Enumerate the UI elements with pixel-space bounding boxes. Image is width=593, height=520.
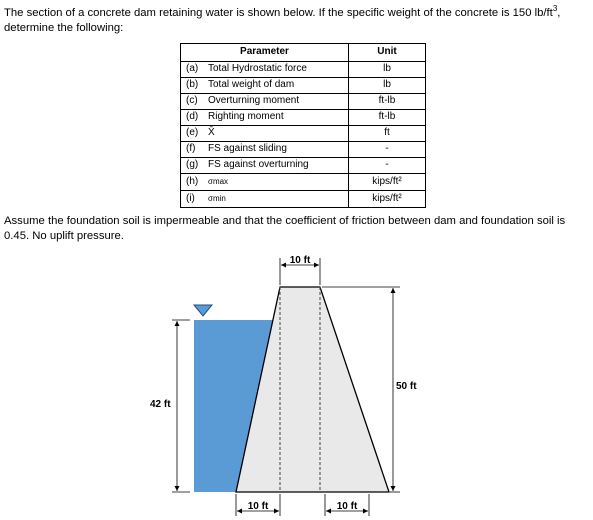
intro-line-2: determine the following: <box>4 21 124 34</box>
row-unit: ft-lb <box>349 94 426 110</box>
arrow-head-icon <box>237 509 242 514</box>
row-label: (d) <box>186 111 199 122</box>
row-label: (a) <box>186 63 199 74</box>
row-unit: - <box>349 142 426 158</box>
row-label: (f) <box>186 143 196 154</box>
base-right-label: 10 ft <box>336 501 358 512</box>
top-width-label: 10 ft <box>289 255 311 266</box>
arrow-head-icon <box>391 288 396 293</box>
row-parameter: Righting moment <box>208 111 284 122</box>
row-label: (e) <box>186 127 199 138</box>
row-unit: lb <box>349 78 426 94</box>
water-surface-icon <box>194 305 212 316</box>
row-parameter: FS against overturning <box>208 159 309 170</box>
row-label: (b) <box>186 79 199 90</box>
row-unit: - <box>349 158 426 174</box>
base-left-label: 10 ft <box>247 501 269 512</box>
arrow-head-icon <box>314 263 319 268</box>
row-parameter: Total weight of dam <box>208 79 295 90</box>
row-parameter: FS against sliding <box>208 143 287 154</box>
header-unit: Unit <box>349 44 426 62</box>
row-label: (i) <box>186 193 195 204</box>
header-parameter: Parameter <box>181 44 349 62</box>
assumption-note: Assume the foundation soil is impermeable and that the coefficient of friction between dam and foundation soil is 0.45. No uplift pressure. <box>4 215 566 242</box>
row-unit: kips/ft² <box>349 191 426 208</box>
arrow-head-icon <box>281 263 286 268</box>
row-parameter: σmin <box>208 194 226 203</box>
water-height-label: 42 ft <box>150 399 171 410</box>
row-unit: kips/ft² <box>349 174 426 191</box>
intro-superscript: 3 <box>552 4 558 13</box>
arrow-head-icon <box>274 509 279 514</box>
row-unit: ft-lb <box>349 110 426 126</box>
intro-line-1: The section of a concrete dam retaining water is shown below. If the specific weight of the concrete is 150 lb/ft <box>4 6 553 19</box>
arrow-head-icon <box>363 509 368 514</box>
row-parameter: Overturning moment <box>208 95 300 106</box>
row-unit: lb <box>349 62 426 78</box>
row-parameter: Total Hydrostatic force <box>208 63 307 74</box>
row-parameter: X̄ <box>208 127 215 138</box>
arrow-head-icon <box>391 486 396 491</box>
row-label: (g) <box>186 159 199 170</box>
row-label: (h) <box>186 176 199 187</box>
row-unit: ft <box>349 126 426 142</box>
arrow-head-icon <box>175 486 180 491</box>
intro-line-1-end: , <box>557 6 561 19</box>
dam-height-label: 50 ft <box>396 381 417 392</box>
arrow-head-icon <box>175 321 180 326</box>
dam-body <box>236 287 389 492</box>
row-label: (c) <box>186 95 198 106</box>
row-parameter: σmax <box>208 177 229 186</box>
arrow-head-icon <box>326 509 331 514</box>
